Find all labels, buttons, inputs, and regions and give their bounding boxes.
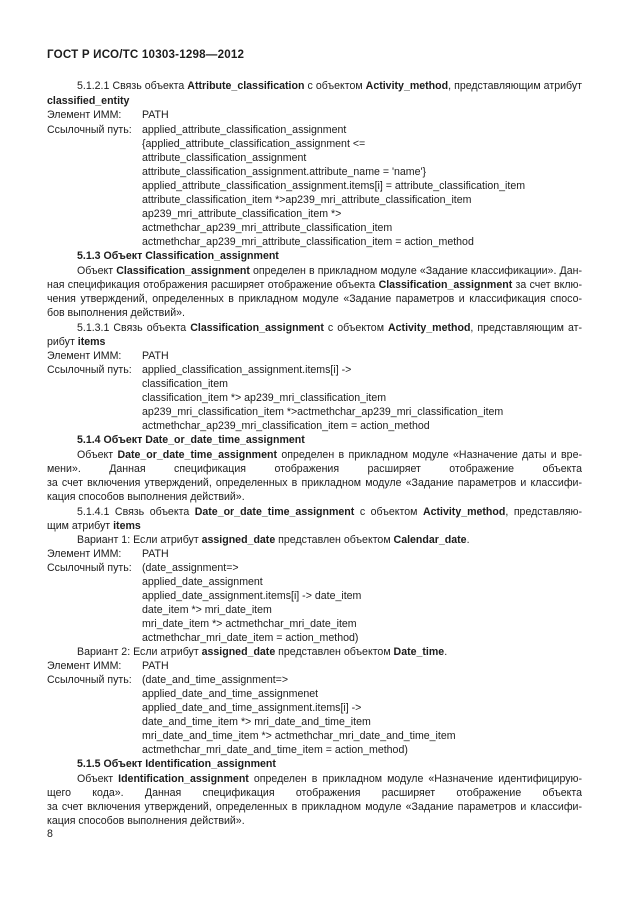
text-run: . xyxy=(444,646,448,658)
bold-term: items xyxy=(77,336,106,348)
text-run: Элемент ИММ: xyxy=(47,548,122,560)
text-run: PATH xyxy=(142,109,169,121)
text-line xyxy=(47,279,582,293)
text-line xyxy=(77,250,279,263)
text-run: бов выполнения действий». xyxy=(47,307,185,319)
text-run: определен в прикладном модуле «Задание классификации». Дан- xyxy=(249,265,582,277)
text-line xyxy=(47,520,141,533)
bold-term: Activity_method xyxy=(388,322,471,334)
text-run: (date_assignment=> xyxy=(142,562,239,574)
bold-term: 5.1.4 Объект Date_or_date_time_assignment xyxy=(77,434,305,446)
text-line xyxy=(142,604,272,617)
text-run: представлен объектом xyxy=(275,534,394,546)
text-line xyxy=(77,646,447,659)
text-line xyxy=(47,801,582,815)
text-run: Ссылочный путь: xyxy=(47,364,132,376)
text-line xyxy=(142,660,169,673)
text-run: за счет включения утверждений, определенных в прикладном модуле «Задание параметров и классифи- xyxy=(47,801,582,813)
text-run: , представляющим атрибут xyxy=(448,80,582,92)
bold-term: Classification_assignment xyxy=(116,265,250,277)
text-run: classification_item *> ap239_mri_classification_item xyxy=(142,392,387,404)
text-run: actmethchar_ap239_mri_classification_item = action_method xyxy=(142,420,430,432)
text-line xyxy=(142,688,318,701)
text-line xyxy=(142,406,503,419)
text-run: attribute_classification_assignment.attribute_name = 'name'} xyxy=(142,166,427,178)
text-run: 5.1.4.1 Связь объекта xyxy=(77,506,195,518)
text-run: mri_date_item *> actmethchar_mri_date_item xyxy=(142,618,357,630)
text-run: Вариант 2: Если атрибут xyxy=(77,646,202,658)
text-line xyxy=(77,534,470,547)
text-run: за счет включения утверждений, определенных в прикладном модуле «Задание параметров и классифи- xyxy=(47,477,582,489)
text-run: Объект xyxy=(77,265,117,277)
text-run: кация способов выполнения действий». xyxy=(47,815,245,827)
text-line xyxy=(77,265,582,279)
text-run: Элемент ИММ: xyxy=(47,350,122,362)
bold-term: 5.1.5 Объект Identification_assignment xyxy=(77,758,276,770)
text-run: applied_attribute_classification_assignment xyxy=(142,124,347,136)
text-line xyxy=(47,787,582,801)
text-run: attribute_classification_item *>ap239_mri_attribute_classification_item xyxy=(142,194,472,206)
text-run: PATH xyxy=(142,350,169,362)
text-run: ap239_mri_attribute_classification_item *> xyxy=(142,208,342,220)
bold-term: Calendar_date xyxy=(393,534,467,546)
text-line xyxy=(47,491,245,504)
text-run: applied_date_and_time_assignment.items[i] -> xyxy=(142,702,362,714)
bold-term: Classification_assignment xyxy=(190,322,324,334)
text-line xyxy=(77,773,582,787)
text-run: classification_item xyxy=(142,378,228,390)
text-run: представлен объектом xyxy=(275,646,394,658)
text-line xyxy=(142,744,408,757)
bold-term: Date_or_date_time_assignment xyxy=(194,506,355,518)
text-run: attribute_classification_assignment xyxy=(142,152,307,164)
text-line xyxy=(142,716,371,729)
text-line xyxy=(142,392,386,405)
page-number: 8 xyxy=(47,828,53,840)
bold-term: Date_or_date_time_assignment xyxy=(117,449,277,461)
text-run: Элемент ИММ: xyxy=(47,109,122,121)
text-line xyxy=(142,236,474,249)
text-run: PATH xyxy=(142,548,169,560)
text-run: applied_date_and_time_assignmenet xyxy=(142,688,319,700)
text-line xyxy=(142,138,365,151)
text-run: щего кода». Данная спецификация отображения расширяет отображение объекта xyxy=(47,787,582,799)
text-line xyxy=(142,364,351,377)
text-line xyxy=(77,322,582,336)
text-run: . xyxy=(466,534,470,546)
text-run: actmethchar_mri_date_item = action_method) xyxy=(142,632,359,644)
text-run: {applied_attribute_classification_assignment <= xyxy=(142,138,366,150)
text-run: определен в прикладном модуле «Назначение даты и вре- xyxy=(277,449,582,461)
text-line xyxy=(47,336,105,349)
text-run: actmethchar_ap239_mri_attribute_classification_item xyxy=(142,222,393,234)
text-run: applied_attribute_classification_assignment.items[i] = attribute_classification_item xyxy=(142,180,526,192)
text-run: Объект xyxy=(77,773,119,785)
text-run: кация способов выполнения действий». xyxy=(47,491,245,503)
text-run: Ссылочный путь: xyxy=(47,674,132,686)
text-line xyxy=(142,730,456,743)
text-run: с объектом xyxy=(323,322,388,334)
text-line xyxy=(47,364,132,377)
text-line xyxy=(47,660,121,673)
text-run: date_item *> mri_date_item xyxy=(142,604,272,616)
text-line xyxy=(142,109,169,122)
text-line xyxy=(77,80,582,94)
text-line xyxy=(47,548,121,561)
text-run: определен в прикладном модуле «Назначение идентифицирую- xyxy=(248,773,582,785)
text-run: actmethchar_ap239_mri_attribute_classification_item = action_method xyxy=(142,236,474,248)
bold-term: assigned_date xyxy=(201,646,276,658)
text-line xyxy=(142,632,358,645)
text-run: date_and_time_item *> mri_date_and_time_item xyxy=(142,716,371,728)
bold-term: Activity_method xyxy=(365,80,449,92)
text-line xyxy=(142,420,430,433)
text-line xyxy=(47,307,185,320)
text-run: applied_date_assignment xyxy=(142,576,263,588)
text-line xyxy=(142,590,361,603)
text-run: 5.1.2.1 Связь объекта xyxy=(77,80,188,92)
text-run: applied_classification_assignment.items[i] -> xyxy=(142,364,352,376)
text-line xyxy=(142,562,239,575)
text-line xyxy=(77,506,582,520)
text-line xyxy=(77,449,582,463)
text-line xyxy=(77,758,276,771)
text-run: ap239_mri_classification_item *>actmethchar_ap239_mri_classification_item xyxy=(142,406,504,418)
text-line xyxy=(142,222,392,235)
text-line xyxy=(142,194,471,207)
text-line xyxy=(47,562,132,575)
text-line xyxy=(142,618,357,631)
bold-term: Classification_assignment xyxy=(378,279,513,291)
text-line xyxy=(142,674,288,687)
bold-term: Activity_method xyxy=(422,506,506,518)
text-run: 5.1.3.1 Связь объекта xyxy=(77,322,191,334)
text-run: , представляющим ат- xyxy=(470,322,582,334)
text-line xyxy=(142,166,426,179)
text-line xyxy=(142,702,361,715)
text-run: Вариант 1: Если атрибут xyxy=(77,534,202,546)
text-run: , представляю- xyxy=(505,506,582,518)
text-run: (date_and_time_assignment=> xyxy=(142,674,289,686)
text-run: mri_date_and_time_item *> actmethchar_mri_date_and_time_item xyxy=(142,730,456,742)
text-line xyxy=(47,124,132,137)
text-run: Ссылочный путь: xyxy=(47,124,132,136)
text-run: с объектом xyxy=(304,80,366,92)
text-run: щим атрибут xyxy=(47,520,114,532)
text-line xyxy=(47,674,132,687)
bold-term: items xyxy=(113,520,141,532)
text-line xyxy=(142,208,341,221)
text-run: applied_date_assignment.items[i] -> date_item xyxy=(142,590,362,602)
text-line xyxy=(142,180,525,193)
text-line xyxy=(142,378,228,391)
text-line xyxy=(47,463,582,477)
text-line xyxy=(47,350,121,363)
text-line xyxy=(47,109,121,122)
text-line xyxy=(47,815,245,828)
text-run: Объект xyxy=(77,449,118,461)
bold-term: Date_time xyxy=(393,646,445,658)
bold-term: Attribute_classification xyxy=(187,80,305,92)
text-run: чения утверждений, определенных в прикладном модуле «Задание параметров и классификация спосо- xyxy=(47,293,582,305)
text-run: actmethchar_mri_date_and_time_item = action_method) xyxy=(142,744,408,756)
text-line xyxy=(142,548,169,561)
text-run: рибут xyxy=(47,336,78,348)
page-header: ГОСТ Р ИСО/ТС 10303-1298—2012 xyxy=(47,48,245,61)
text-run: мени». Данная спецификация отображения расширяет отображение объекта xyxy=(47,463,582,475)
text-line xyxy=(142,576,263,589)
text-run: ная спецификация отображения расширяет отображение объекта xyxy=(47,279,379,291)
text-run: за счет вклю- xyxy=(512,279,582,291)
text-run: Элемент ИММ: xyxy=(47,660,122,672)
bold-term: classified_entity xyxy=(47,95,130,107)
text-line xyxy=(142,152,306,165)
text-run: Ссылочный путь: xyxy=(47,562,132,574)
text-line xyxy=(47,95,129,108)
text-line xyxy=(77,434,305,447)
text-run: PATH xyxy=(142,660,169,672)
text-line xyxy=(47,477,582,491)
text-line xyxy=(47,293,582,307)
text-line xyxy=(142,124,346,137)
text-line xyxy=(142,350,169,363)
text-run: с объектом xyxy=(354,506,423,518)
bold-term: 5.1.3 Объект Classification_assignment xyxy=(77,250,279,262)
bold-term: Identification_assignment xyxy=(118,773,249,785)
bold-term: assigned_date xyxy=(201,534,276,546)
